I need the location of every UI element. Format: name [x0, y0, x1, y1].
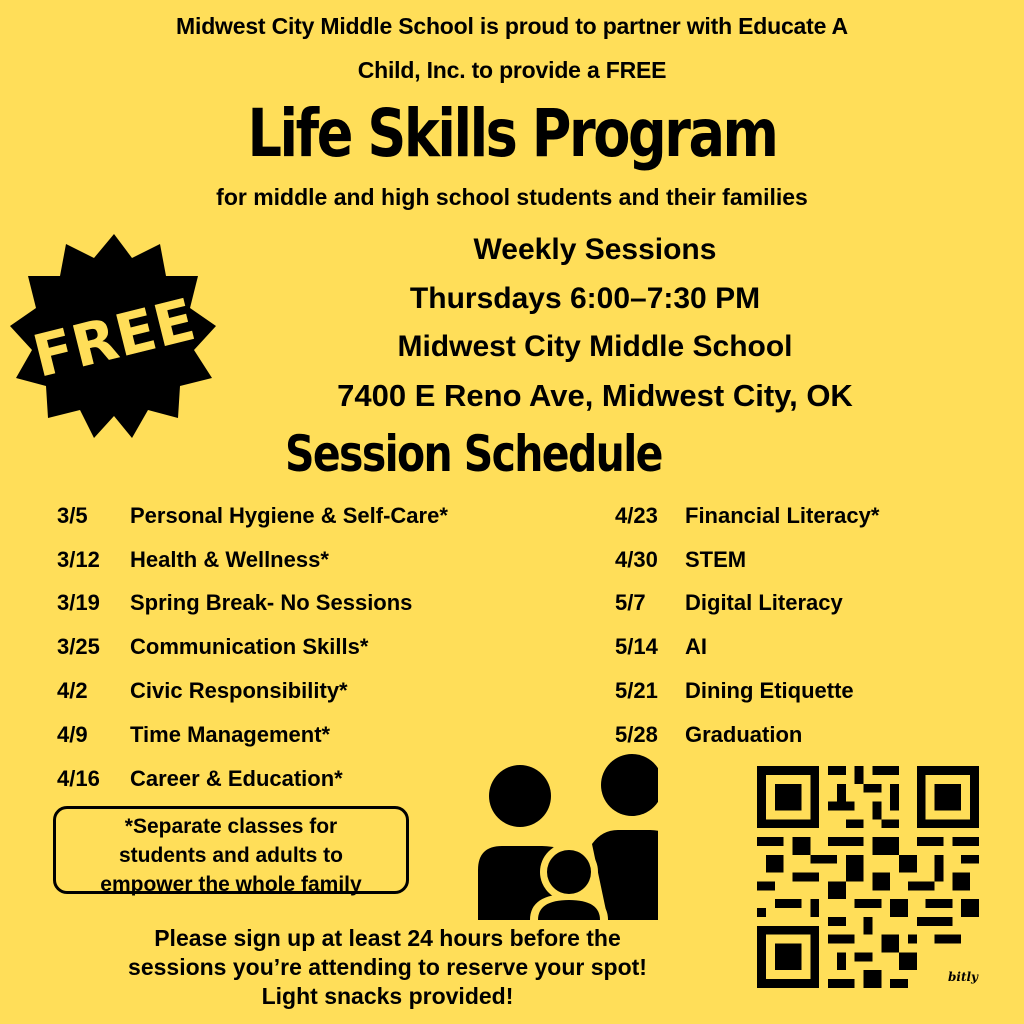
session-date: 3/19 [57, 590, 100, 616]
session-topic: STEM [685, 546, 747, 572]
qr-code-icon[interactable] [757, 765, 979, 989]
schedule-left-column [57, 494, 448, 801]
session-date: 4/16 [57, 765, 100, 791]
session-date: 5/21 [615, 678, 658, 704]
subtitle: for middle and high school students and their families [216, 184, 808, 210]
note-line-1: *Separate classes for [124, 815, 338, 838]
schedule-row [57, 669, 448, 713]
schedule-right-column [615, 494, 879, 757]
session-date: 3/5 [57, 502, 88, 528]
note-line-3: empower the whole family [100, 873, 362, 896]
schedule-row [57, 582, 448, 626]
session-topic: AI [685, 634, 707, 660]
location-address: 7400 E Reno Ave, Midwest City, OK [337, 378, 853, 413]
free-badge-icon [8, 232, 220, 444]
footer-line-1: Please sign up at least 24 hours before the [154, 925, 621, 951]
separate-classes-note [53, 806, 409, 894]
session-topic: Graduation [685, 721, 803, 747]
session-topic: Spring Break- No Sessions [130, 590, 413, 616]
session-date: 4/2 [57, 678, 88, 704]
session-day-time: Thursdays 6:00–7:30 PM [409, 282, 761, 315]
session-topic: Communication Skills* [130, 634, 369, 660]
session-date: 4/23 [615, 502, 658, 528]
session-topic: Time Management* [130, 721, 331, 747]
session-topic: Civic Responsibility* [130, 678, 348, 704]
schedule-row [615, 625, 879, 669]
family-icon [478, 748, 658, 920]
schedule-title: Session Schedule [285, 425, 662, 483]
schedule-row [57, 713, 448, 757]
session-topic: Dining Etiquette [685, 678, 854, 704]
schedule-row [57, 494, 448, 538]
session-date: 4/9 [57, 721, 88, 747]
schedule-row [615, 669, 879, 713]
session-date: 3/12 [57, 546, 100, 572]
session-date: 5/14 [615, 634, 658, 660]
session-topic: Career & Education* [130, 765, 343, 791]
session-date: 5/7 [615, 590, 646, 616]
session-topic: Personal Hygiene & Self-Care* [130, 502, 448, 528]
footer-line-2: sessions you’re attending to reserve your spot! [128, 954, 647, 980]
schedule-row [615, 582, 879, 626]
session-date: 5/28 [615, 721, 658, 747]
session-date: 3/25 [57, 634, 100, 660]
page-title: Life Skills Program [247, 95, 777, 172]
intro-line-2: Child, Inc. to provide a FREE [357, 57, 667, 83]
session-topic: Health & Wellness* [130, 546, 329, 572]
schedule-row [57, 757, 448, 801]
intro-line-1: Midwest City Middle School is proud to partner with Educate A [176, 13, 848, 39]
session-frequency: Weekly Sessions [473, 233, 717, 266]
session-topic: Financial Literacy* [685, 502, 880, 528]
location-name: Midwest City Middle School [397, 330, 793, 363]
schedule-row [615, 494, 879, 538]
signup-footer [20, 924, 755, 1011]
schedule-row [57, 625, 448, 669]
session-topic: Digital Literacy [685, 590, 843, 616]
badge-label: FREE [26, 285, 202, 391]
footer-line-3: Light snacks provided! [261, 983, 514, 1009]
bitly-label: bitly [948, 970, 979, 984]
note-line-2: students and adults to [118, 844, 343, 867]
schedule-row [57, 538, 448, 582]
session-date: 4/30 [615, 546, 658, 572]
schedule-row [615, 538, 879, 582]
